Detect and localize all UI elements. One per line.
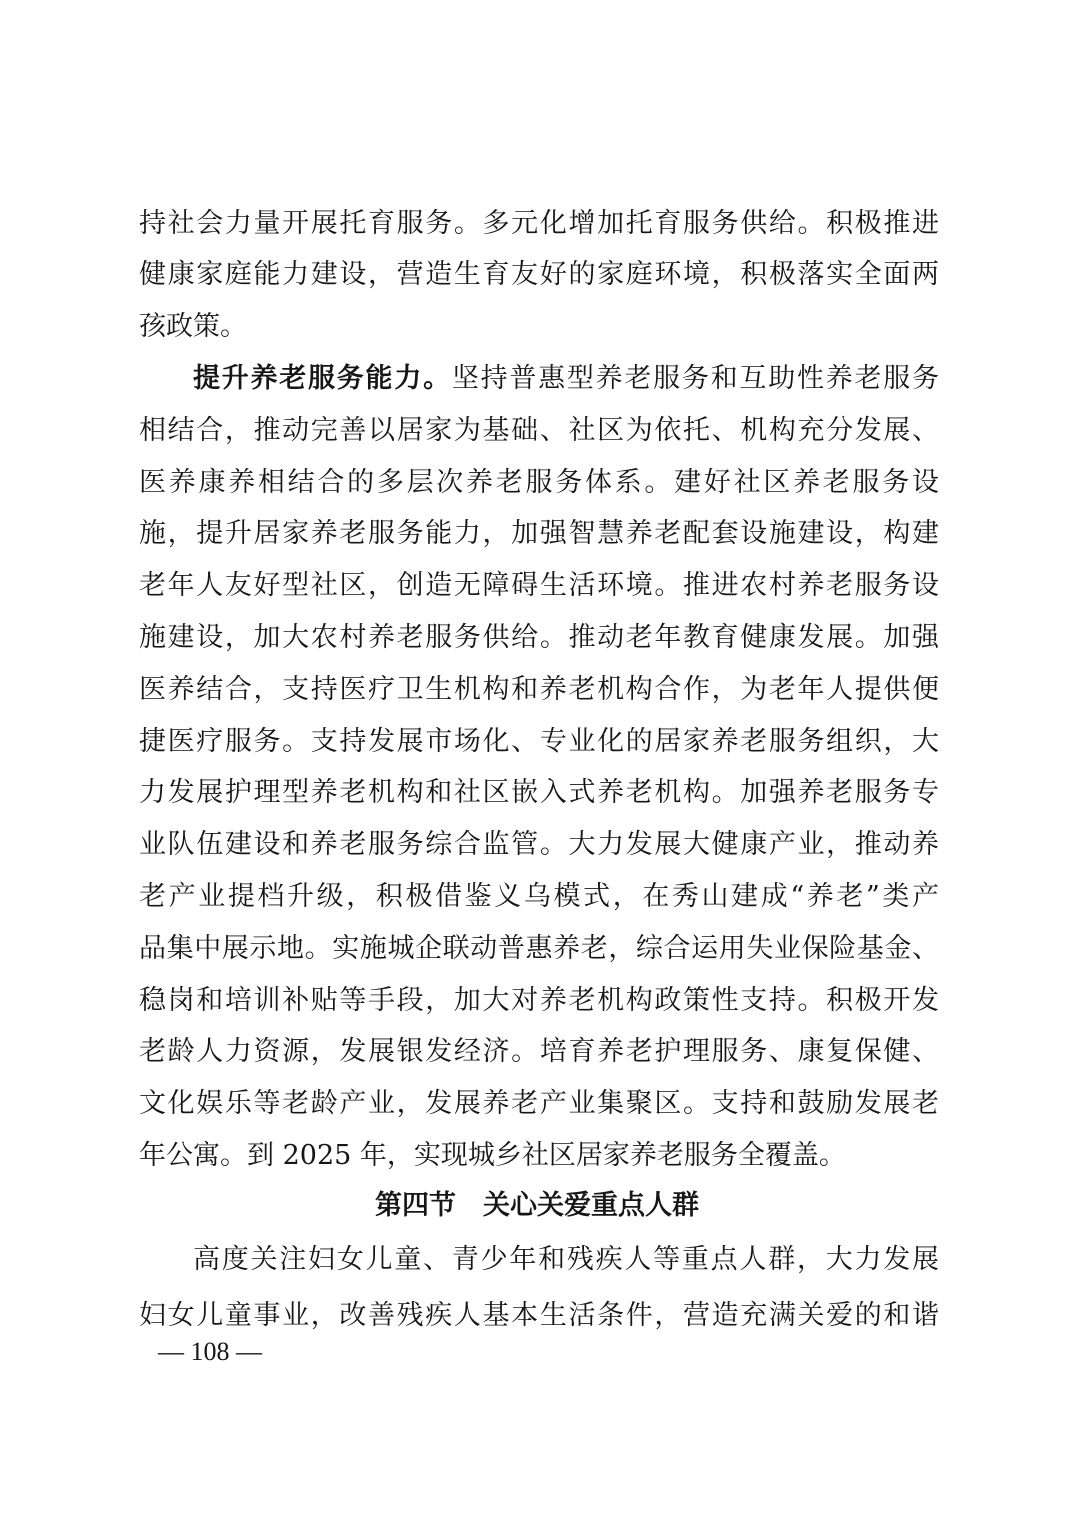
section-heading: 第四节 关心关爱重点人群 [375, 1190, 699, 1221]
paragraph-line: 品集中展示地。实施城企联动普惠养老，综合运用失业保险基金、 [139, 933, 939, 964]
paragraph-line: 力发展护理型养老机构和社区嵌入式养老机构。加强养老服务专 [139, 777, 939, 808]
page-number: — 108 — [158, 1337, 262, 1366]
paragraph-line: 健康家庭能力建设，营造生育友好的家庭环境，积极落实全面两 [139, 259, 939, 290]
paragraph-line: 施，提升居家养老服务能力，加强智慧养老配套设施建设，构建 [139, 518, 939, 549]
paragraph-line: 孩政策。 [139, 311, 247, 342]
paragraph-line: 高度关注妇女儿童、青少年和残疾人等重点人群，大力发展 [193, 1244, 939, 1275]
paragraph-line: 捷医疗服务。支持发展市场化、专业化的居家养老服务组织，大 [139, 726, 939, 757]
paragraph-line: 老产业提档升级，积极借鉴义乌模式，在秀山建成“养老”类产 [139, 881, 939, 912]
paragraph-line-text: 坚持普惠型养老服务和互助性养老服务 [451, 363, 940, 394]
paragraph-line: 施建设，加大农村养老服务供给。推动老年教育健康发展。加强 [139, 622, 939, 653]
paragraph-line: 年公寓。到 2025 年，实现城乡社区居家养老服务全覆盖。 [139, 1140, 846, 1171]
paragraph-line: 老年人友好型社区，创造无障碍生活环境。推进农村养老服务设 [139, 570, 939, 601]
paragraph-line: 持社会力量开展托育服务。多元化增加托育服务供给。积极推进 [139, 208, 939, 239]
paragraph-line: 文化娱乐等老龄产业，发展养老产业集聚区。支持和鼓励发展老 [139, 1088, 939, 1119]
paragraph-line: 医养康养相结合的多层次养老服务体系。建好社区养老服务设 [139, 467, 939, 498]
paragraph-line: 业队伍建设和养老服务综合监管。大力发展大健康产业，推动养 [139, 829, 939, 860]
paragraph-line: 妇女儿童事业，改善残疾人基本生活条件，营造充满关爱的和谐 [139, 1300, 939, 1331]
paragraph-line: 老龄人力资源，发展银发经济。培育养老护理服务、康复保健、 [139, 1036, 939, 1067]
paragraph-line: 医养结合，支持医疗卫生机构和养老机构合作，为老年人提供便 [139, 674, 939, 705]
paragraph-line: 稳岗和培训补贴等手段，加大对养老机构政策性支持。积极开发 [139, 985, 939, 1016]
paragraph-first-line [193, 353, 939, 405]
paragraph-lead-heading: 提升养老服务能力。 [193, 363, 452, 394]
paragraph-line: 相结合，推动完善以居家为基础、社区为依托、机构充分发展、 [139, 415, 939, 446]
